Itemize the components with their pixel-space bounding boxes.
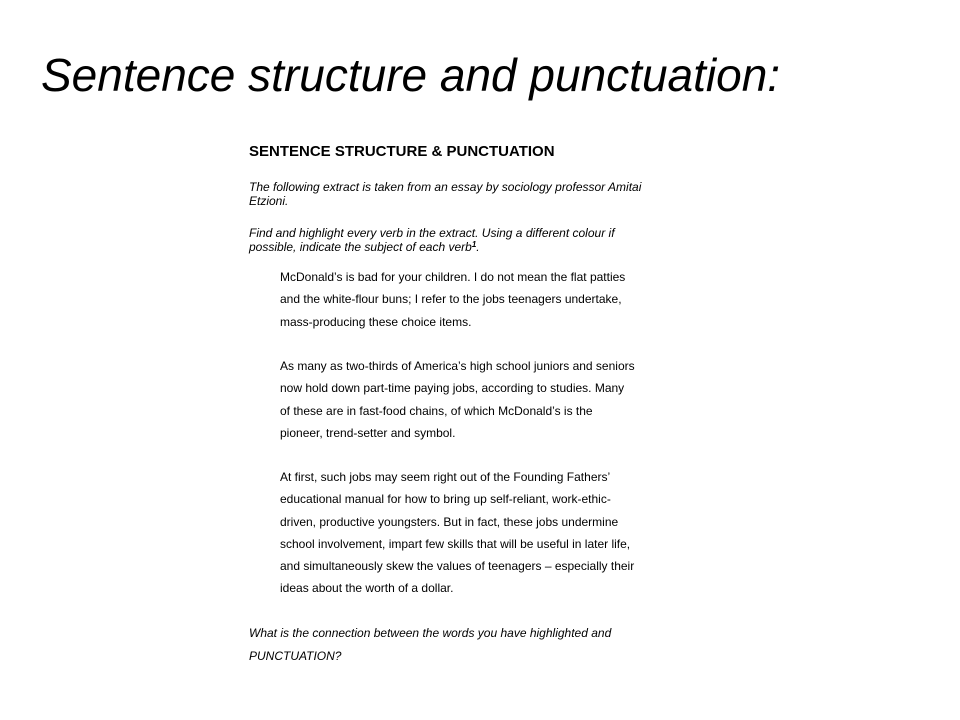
extract-line: educational manual for how to bring up self-reliant, work-ethic- <box>280 492 611 507</box>
extract-paragraph-1 <box>280 266 680 333</box>
extract-line: McDonald’s is bad for your children. I do not mean the flat patties <box>280 270 626 284</box>
question-line: What is the connection between the words you have highlighted and <box>249 626 612 640</box>
extract-line: mass-producing these choice items. <box>280 314 472 329</box>
task-line: Find and highlight every verb in the extract. Using a different colour if <box>249 226 615 240</box>
extract-line: At first, such jobs may seem right out of the Founding Fathers’ <box>280 470 611 484</box>
closing-question <box>249 622 679 668</box>
extract-line: of these are in fast-food chains, of which McDonald’s is the <box>280 403 593 418</box>
document-heading: SENTENCE STRUCTURE & PUNCTUATION <box>249 143 555 160</box>
extract-line: As many as two-thirds of America’s high school juniors and seniors <box>280 359 635 373</box>
slide-title: Sentence structure and punctuation: <box>41 49 781 101</box>
intro-line: Etzioni. <box>249 194 289 208</box>
task-line-text: possible, indicate the subject of each verb <box>249 240 472 254</box>
task-instruction <box>249 226 679 254</box>
extract-paragraph-3 <box>280 466 680 600</box>
task-line-trailing: . <box>476 240 480 254</box>
intro-text <box>249 180 679 208</box>
footnote-mark: 1 <box>471 240 477 249</box>
extract-line: driven, productive youngsters. But in fact, these jobs undermine <box>280 514 619 529</box>
task-line <box>249 240 679 254</box>
intro-line: The following extract is taken from an essay by sociology professor Amitai <box>249 180 642 194</box>
extract-paragraph-2 <box>280 355 680 444</box>
extract-line: and simultaneously skew the values of teenagers – especially their <box>280 559 635 574</box>
extract-line: and the white-flour buns; I refer to the jobs teenagers undertake, <box>280 292 622 307</box>
extract-line: pioneer, trend-setter and symbol. <box>280 425 456 440</box>
extract-line: school involvement, impart few skills that will be useful in later life, <box>280 536 631 551</box>
extract-line: now hold down part-time paying jobs, according to studies. Many <box>280 381 625 396</box>
question-line: PUNCTUATION? <box>249 649 342 663</box>
extract-line: ideas about the worth of a dollar. <box>280 581 454 596</box>
